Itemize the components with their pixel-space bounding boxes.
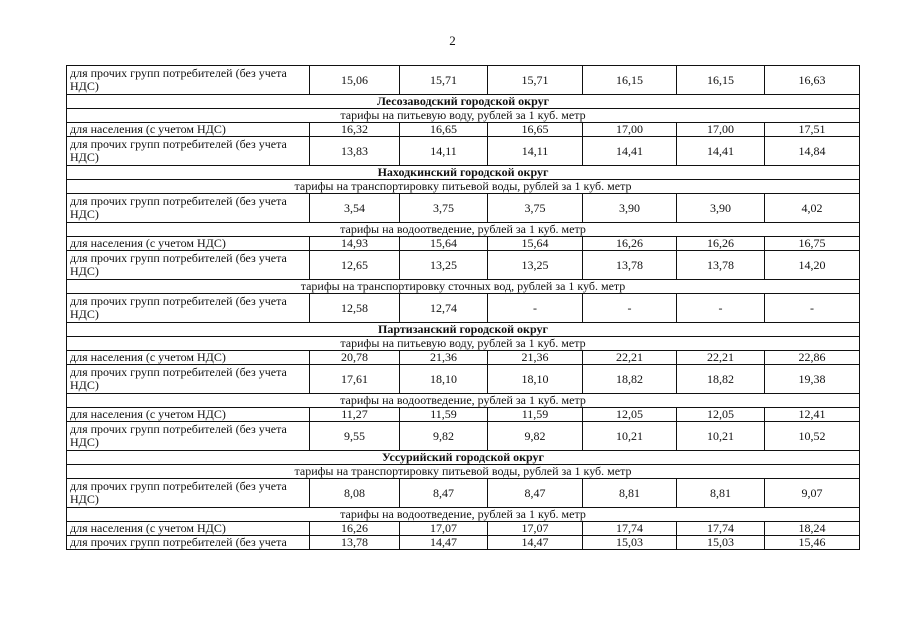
tariff-value: 16,65 [400,123,488,137]
tariff-value: 11,59 [488,408,583,422]
tariff-table-body [67,66,860,550]
consumer-group-label: для населения (с учетом НДС) [67,522,310,536]
tariff-value: 12,05 [677,408,765,422]
tariff-value: 15,06 [310,66,400,95]
tariff-value: 14,93 [310,237,400,251]
tariff-value: 19,38 [765,365,860,394]
table-row [67,194,860,223]
tariff-value: 11,27 [310,408,400,422]
tariff-value: 8,81 [677,479,765,508]
consumer-group-label: для прочих групп потребителей (без учета НДС) [67,137,310,166]
tariff-table [66,65,860,550]
tariff-value: 14,11 [488,137,583,166]
tariff-value: 20,78 [310,351,400,365]
table-row [67,251,860,280]
tariff-value: 3,90 [583,194,677,223]
tariff-value: 13,83 [310,137,400,166]
tariff-subheading: тарифы на питьевую воду, рублей за 1 куб. метр [67,109,860,123]
table-row [67,123,860,137]
tariff-value: 8,47 [400,479,488,508]
tariff-value: 16,65 [488,123,583,137]
tariff-value: 18,10 [488,365,583,394]
table-row [67,137,860,166]
tariff-value: 4,02 [765,194,860,223]
tariff-value: 3,75 [488,194,583,223]
table-row [67,536,860,550]
tariff-value: 17,00 [677,123,765,137]
page-number: 2 [449,33,456,48]
tariff-value: 18,82 [583,365,677,394]
tariff-value: - [677,294,765,323]
tariff-subheading-row [67,465,860,479]
tariff-subheading-row [67,394,860,408]
tariff-subheading-row [67,109,860,123]
tariff-value: 3,54 [310,194,400,223]
district-heading: Партизанский городской округ [67,323,860,337]
tariff-subheading-row [67,180,860,194]
tariff-value: 3,75 [400,194,488,223]
district-heading-row [67,451,860,465]
consumer-group-label: для населения (с учетом НДС) [67,351,310,365]
tariff-value: 10,21 [677,422,765,451]
district-heading: Уссурийский городской округ [67,451,860,465]
tariff-value: 15,64 [488,237,583,251]
tariff-subheading-row [67,508,860,522]
tariff-value: 15,03 [677,536,765,550]
tariff-value: 16,32 [310,123,400,137]
tariff-value: 21,36 [400,351,488,365]
tariff-value: 16,15 [677,66,765,95]
tariff-value: 8,47 [488,479,583,508]
tariff-subheading-row [67,337,860,351]
tariff-subheading: тарифы на водоотведение, рублей за 1 куб. метр [67,394,860,408]
tariff-subheading-row [67,223,860,237]
table-row [67,294,860,323]
district-heading: Лесозаводский городской округ [67,95,860,109]
consumer-group-label: для прочих групп потребителей (без учета НДС) [67,194,310,223]
tariff-value: 17,51 [765,123,860,137]
tariff-value: 14,41 [677,137,765,166]
tariff-value: 13,25 [400,251,488,280]
tariff-value: 22,86 [765,351,860,365]
tariff-value: 21,36 [488,351,583,365]
tariff-value: 12,74 [400,294,488,323]
consumer-group-label: для прочих групп потребителей (без учета НДС) [67,66,310,95]
tariff-value: 12,41 [765,408,860,422]
tariff-value: 15,64 [400,237,488,251]
tariff-value: 13,78 [677,251,765,280]
district-heading-row [67,323,860,337]
tariff-value: 13,25 [488,251,583,280]
tariff-value: 14,47 [400,536,488,550]
tariff-value: 10,52 [765,422,860,451]
tariff-value: 12,58 [310,294,400,323]
table-row [67,422,860,451]
district-heading-row [67,166,860,180]
tariff-value: 18,82 [677,365,765,394]
consumer-group-label: для населения (с учетом НДС) [67,123,310,137]
consumer-group-label: для прочих групп потребителей (без учета НДС) [67,422,310,451]
tariff-value: 16,63 [765,66,860,95]
tariff-value: 3,90 [677,194,765,223]
tariff-value: 17,74 [677,522,765,536]
tariff-value: 14,20 [765,251,860,280]
tariff-subheading: тарифы на водоотведение, рублей за 1 куб. метр [67,223,860,237]
tariff-value: 17,07 [400,522,488,536]
tariff-value: 17,07 [488,522,583,536]
consumer-group-label: для прочих групп потребителей (без учета [67,536,310,550]
table-row [67,365,860,394]
table-row [67,351,860,365]
tariff-value: 13,78 [310,536,400,550]
table-row [67,479,860,508]
tariff-value: 8,08 [310,479,400,508]
tariff-subheading-row [67,280,860,294]
tariff-value: 22,21 [583,351,677,365]
tariff-value: 8,81 [583,479,677,508]
tariff-value: 9,55 [310,422,400,451]
tariff-subheading: тарифы на транспортировку питьевой воды, рублей за 1 куб. метр [67,465,860,479]
consumer-group-label: для населения (с учетом НДС) [67,408,310,422]
consumer-group-label: для прочих групп потребителей (без учета НДС) [67,365,310,394]
tariff-value: 17,74 [583,522,677,536]
tariff-value: 16,26 [310,522,400,536]
tariff-value: 11,59 [400,408,488,422]
tariff-value: 16,75 [765,237,860,251]
tariff-value: 12,65 [310,251,400,280]
tariff-value: - [765,294,860,323]
tariff-value: 16,26 [583,237,677,251]
tariff-subheading: тарифы на транспортировку сточных вод, рублей за 1 куб. метр [67,280,860,294]
tariff-value: 16,26 [677,237,765,251]
tariff-value: 14,84 [765,137,860,166]
tariff-value: 9,82 [488,422,583,451]
tariff-value: 22,21 [677,351,765,365]
tariff-value: 9,07 [765,479,860,508]
tariff-value: 13,78 [583,251,677,280]
tariff-value: 12,05 [583,408,677,422]
consumer-group-label: для прочих групп потребителей (без учета НДС) [67,479,310,508]
tariff-subheading: тарифы на питьевую воду, рублей за 1 куб. метр [67,337,860,351]
tariff-value: 14,47 [488,536,583,550]
district-heading: Находкинский городской округ [67,166,860,180]
tariff-value: 18,24 [765,522,860,536]
consumer-group-label: для населения (с учетом НДС) [67,237,310,251]
tariff-value: 15,03 [583,536,677,550]
tariff-value: 15,46 [765,536,860,550]
consumer-group-label: для прочих групп потребителей (без учета НДС) [67,294,310,323]
tariff-value: 17,00 [583,123,677,137]
tariff-value: 14,11 [400,137,488,166]
tariff-value: 18,10 [400,365,488,394]
table-row [67,237,860,251]
tariff-value: - [583,294,677,323]
table-row [67,408,860,422]
tariff-value: 9,82 [400,422,488,451]
tariff-value: 14,41 [583,137,677,166]
table-row [67,66,860,95]
tariff-value: 10,21 [583,422,677,451]
district-heading-row [67,95,860,109]
consumer-group-label: для прочих групп потребителей (без учета НДС) [67,251,310,280]
tariff-subheading: тарифы на водоотведение, рублей за 1 куб. метр [67,508,860,522]
tariff-value: 16,15 [583,66,677,95]
table-row [67,522,860,536]
tariff-value: 15,71 [488,66,583,95]
tariff-subheading: тарифы на транспортировку питьевой воды, рублей за 1 куб. метр [67,180,860,194]
tariff-value: 15,71 [400,66,488,95]
tariff-value: 17,61 [310,365,400,394]
tariff-value: - [488,294,583,323]
